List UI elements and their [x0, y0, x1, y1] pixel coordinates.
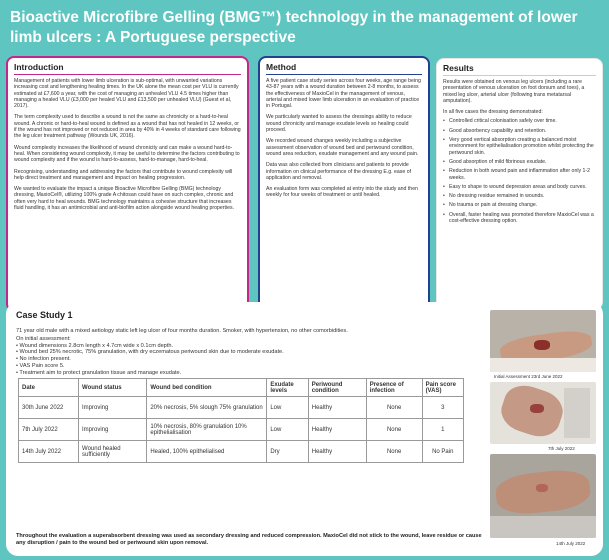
method-divider: [266, 74, 422, 75]
photo-background: [564, 388, 590, 438]
results-heading: Results: [443, 63, 474, 73]
results-item: • Easy to shape to wound depression areas and body curves.: [443, 184, 596, 190]
wound-photo-initial: [490, 310, 596, 372]
table-cell: Healthy: [308, 419, 366, 441]
wound-mark: [534, 340, 550, 350]
results-item: • Overall, faster healing was promoted therefore MaxioCel was a cost-effective dressing option.: [443, 212, 596, 225]
results-panel: [436, 58, 603, 310]
photo-floor: [490, 516, 596, 538]
method-panel: [258, 56, 430, 312]
photo-caption: Initial Assessment 23rd June 2022: [494, 374, 563, 379]
table-cell: Healthy: [308, 441, 366, 463]
table-cell: Healed, 100% epithelialised: [147, 441, 267, 463]
method-paragraph: Data was also collected from clinicians and patients to provide information on clinical performance of the dressing E.g. ease of application and removal.: [266, 162, 412, 181]
wound-photo-healed: [490, 454, 596, 538]
introduction-heading: Introduction: [14, 62, 64, 72]
table-cell: Dry: [267, 441, 308, 463]
table-row: [19, 419, 464, 441]
table-cell: Low: [267, 397, 308, 419]
introduction-panel: [6, 56, 249, 312]
method-heading: Method: [266, 62, 297, 72]
table-header-exudate: Exudate levels: [267, 379, 308, 397]
table-header-infection: Presence of infection: [366, 379, 422, 397]
results-lead: In all five cases the dressing demonstrated:: [443, 109, 543, 116]
table-cell: 14th July 2022: [19, 441, 79, 463]
results-intro: Results were obtained on venous leg ulcers (including a rare presentation of venous ulceration on foot dorsum and toes), a mixed leg ulcer, arterial ulcer (following trans metatarsal amputation).: [443, 79, 585, 104]
intro-paragraph: The term complexity used to describe a wound is not the same as chronicity or a hard-to-heal wound. A chronic or hard-to-heal wound is defined as a wound that has not healed in 12 weeks, or if the wound has not improved or not reduced in area by 40% in 4 weeks of standard care following the leg ulcer treatment pathway (Wounds UK, 2016).: [14, 114, 241, 140]
intro-paragraph: Wound complexity increases the likelihood of wound chronicity and can make a wound hard-to-heal. When considering wound complexity, it may be useful to determine the factors contributing to wound complexity and if the wound is hard-to-assess, hard-to-manage, hard-to-heal.: [14, 144, 240, 164]
initial-assessment-label: On initial assessment:: [16, 335, 71, 342]
assessment-bullet: • Wound bed 25% necrotic, 75% granulation, with dry eczematous periwound skin due to moderate exudate.: [16, 349, 284, 356]
table-cell: 3: [422, 397, 463, 419]
table-row: [19, 441, 464, 463]
method-paragraph: An evaluation form was completed at entry into the study and then weekly for four weeks of treatment or until healed.: [266, 186, 418, 199]
photo-floor: [490, 358, 596, 372]
case-description: 71 year old male with a mixed aetiology static left leg ulcer of four months duration. Smoker, with hypertension, no other comorbidities.: [16, 328, 348, 334]
case-study-table: [18, 378, 464, 463]
table-cell: 30th June 2022: [19, 397, 79, 419]
results-list: [443, 118, 596, 224]
results-item: • Good absorption of mild fibrinous exudate.: [443, 159, 596, 165]
table-cell: None: [366, 397, 422, 419]
assessment-bullet: • Treatment aim to protect granulation tissue and manage exudate.: [16, 369, 182, 376]
assessment-bullet: • Wound dimensions 2.8cm length x 4.7cm wide x 0.1cm depth.: [16, 342, 174, 349]
table-header-pain: Pain score (VAS): [422, 379, 463, 397]
assessment-bullet: • No infection present.: [16, 356, 71, 363]
case-study-heading: Case Study 1: [16, 310, 73, 320]
table-header-wound-bed: Wound bed condition: [147, 379, 267, 397]
photo-caption: 7th July 2022: [548, 446, 575, 451]
results-item: • No dressing residue remained in wounds.: [443, 193, 596, 199]
table-row: [19, 397, 464, 419]
table-cell: Improving: [79, 419, 147, 441]
case-conclusion: Throughout the evaluation a superabsorbent dressing was used as secondary dressing and reduced compression. MaxioCel did not stick to the wound, leave residue or cause any disruption / pain to the wound bed or periwound skin upon removal.: [16, 533, 482, 546]
wound-mark: [530, 404, 544, 413]
table-cell: Healthy: [308, 397, 366, 419]
wound-mark: [536, 484, 548, 492]
table-cell: 7th July 2022: [19, 419, 79, 441]
table-cell: 20% necrosis, 5% slough 75% granulation: [147, 397, 267, 419]
table-header-periwound: Periwound condition: [308, 379, 366, 397]
table-cell: 10% necrosis, 80% granulation 10% epithelialisation: [147, 419, 267, 441]
case-study-text: [16, 328, 486, 377]
intro-paragraph: Recognising, understanding and addressing the factors that contribute to wound complexity will help direct treatment and management and impact on healing progression.: [14, 168, 233, 181]
table-header-wound-status: Wound status: [79, 379, 147, 397]
table-cell: No Pain: [422, 441, 463, 463]
results-item: • Controlled critical colonisation safely over time.: [443, 118, 596, 124]
table-header-date: Date: [19, 379, 79, 397]
method-paragraph: A five patient case study series across four weeks, age range being 43-87 years with a wound duration between 2-8 months, to assess the effectiveness of MaxioCel in the management of venous, arterial and mixed lower limb ulceration in an evaluation of practice in Portugal.: [266, 78, 421, 110]
poster-title: Bioactive Microfibre Gelling (BMG™) technology in the management of lower limb ulcers : A Portuguese perspective: [10, 9, 578, 46]
table-header-row: [19, 379, 464, 397]
table-cell: None: [366, 419, 422, 441]
table-cell: 1: [422, 419, 463, 441]
leg-shape: [494, 467, 592, 517]
intro-paragraph: Management of patients with lower limb ulceration is sub-optimal, with unwanted variations increasing cost and lengthening healing times. In the UK alone the mean cost per VLU is currently estimated at £7,600 a year, with the cost of managing an unhealed VLU 4.5 times higher than managing a healed VLU (£3,000 per healed VLU and £13,500 per unhealed VLU) (Guest et al, 2017).: [14, 78, 239, 110]
table-cell: Low: [267, 419, 308, 441]
method-paragraph: We recorded wound changes weekly including a subjective assessment observation of wound bed and periwound condition, wound area reduction, exudate management and any wound pain.: [266, 138, 419, 157]
introduction-divider: [14, 74, 241, 75]
method-paragraph: We particularly wanted to assess the dressings ability to reduce wound chronicity and manage exudate levels so healing could proceed.: [266, 114, 412, 134]
wound-photo-week2: [490, 382, 596, 444]
table-cell: None: [366, 441, 422, 463]
intro-paragraph: We wanted to evaluate the impact a unique Bioactive Microfibre Gelling (BMG) technology dressing, MaxioCel®, utilizing 100% grade A chitosan could have on such complex, chronic and often very hard to heal wounds. BMG technology maintains a cohesive structure that increases fluid handling, it has an antimicrobial and anti-biofilm action alongside wound healing properties.: [14, 186, 235, 212]
results-divider: [443, 75, 596, 76]
results-item: • Reduction in both wound pain and inflammation after only 1-2 weeks.: [443, 168, 596, 181]
results-item: • Very good vertical absorption creating a balanced moist environment for epithelialisation promotion whilst protecting the periwound skin.: [443, 137, 596, 156]
photo-caption: 14th July 2022: [556, 541, 586, 546]
assessment-bullet: • VAS Pain score 5.: [16, 362, 65, 369]
table-cell: Improving: [79, 397, 147, 419]
results-item: • No trauma or pain at dressing change.: [443, 202, 596, 208]
results-item: • Good absorbency capability and retention.: [443, 128, 596, 134]
table-cell: Wound healed sufficiently: [79, 441, 147, 463]
